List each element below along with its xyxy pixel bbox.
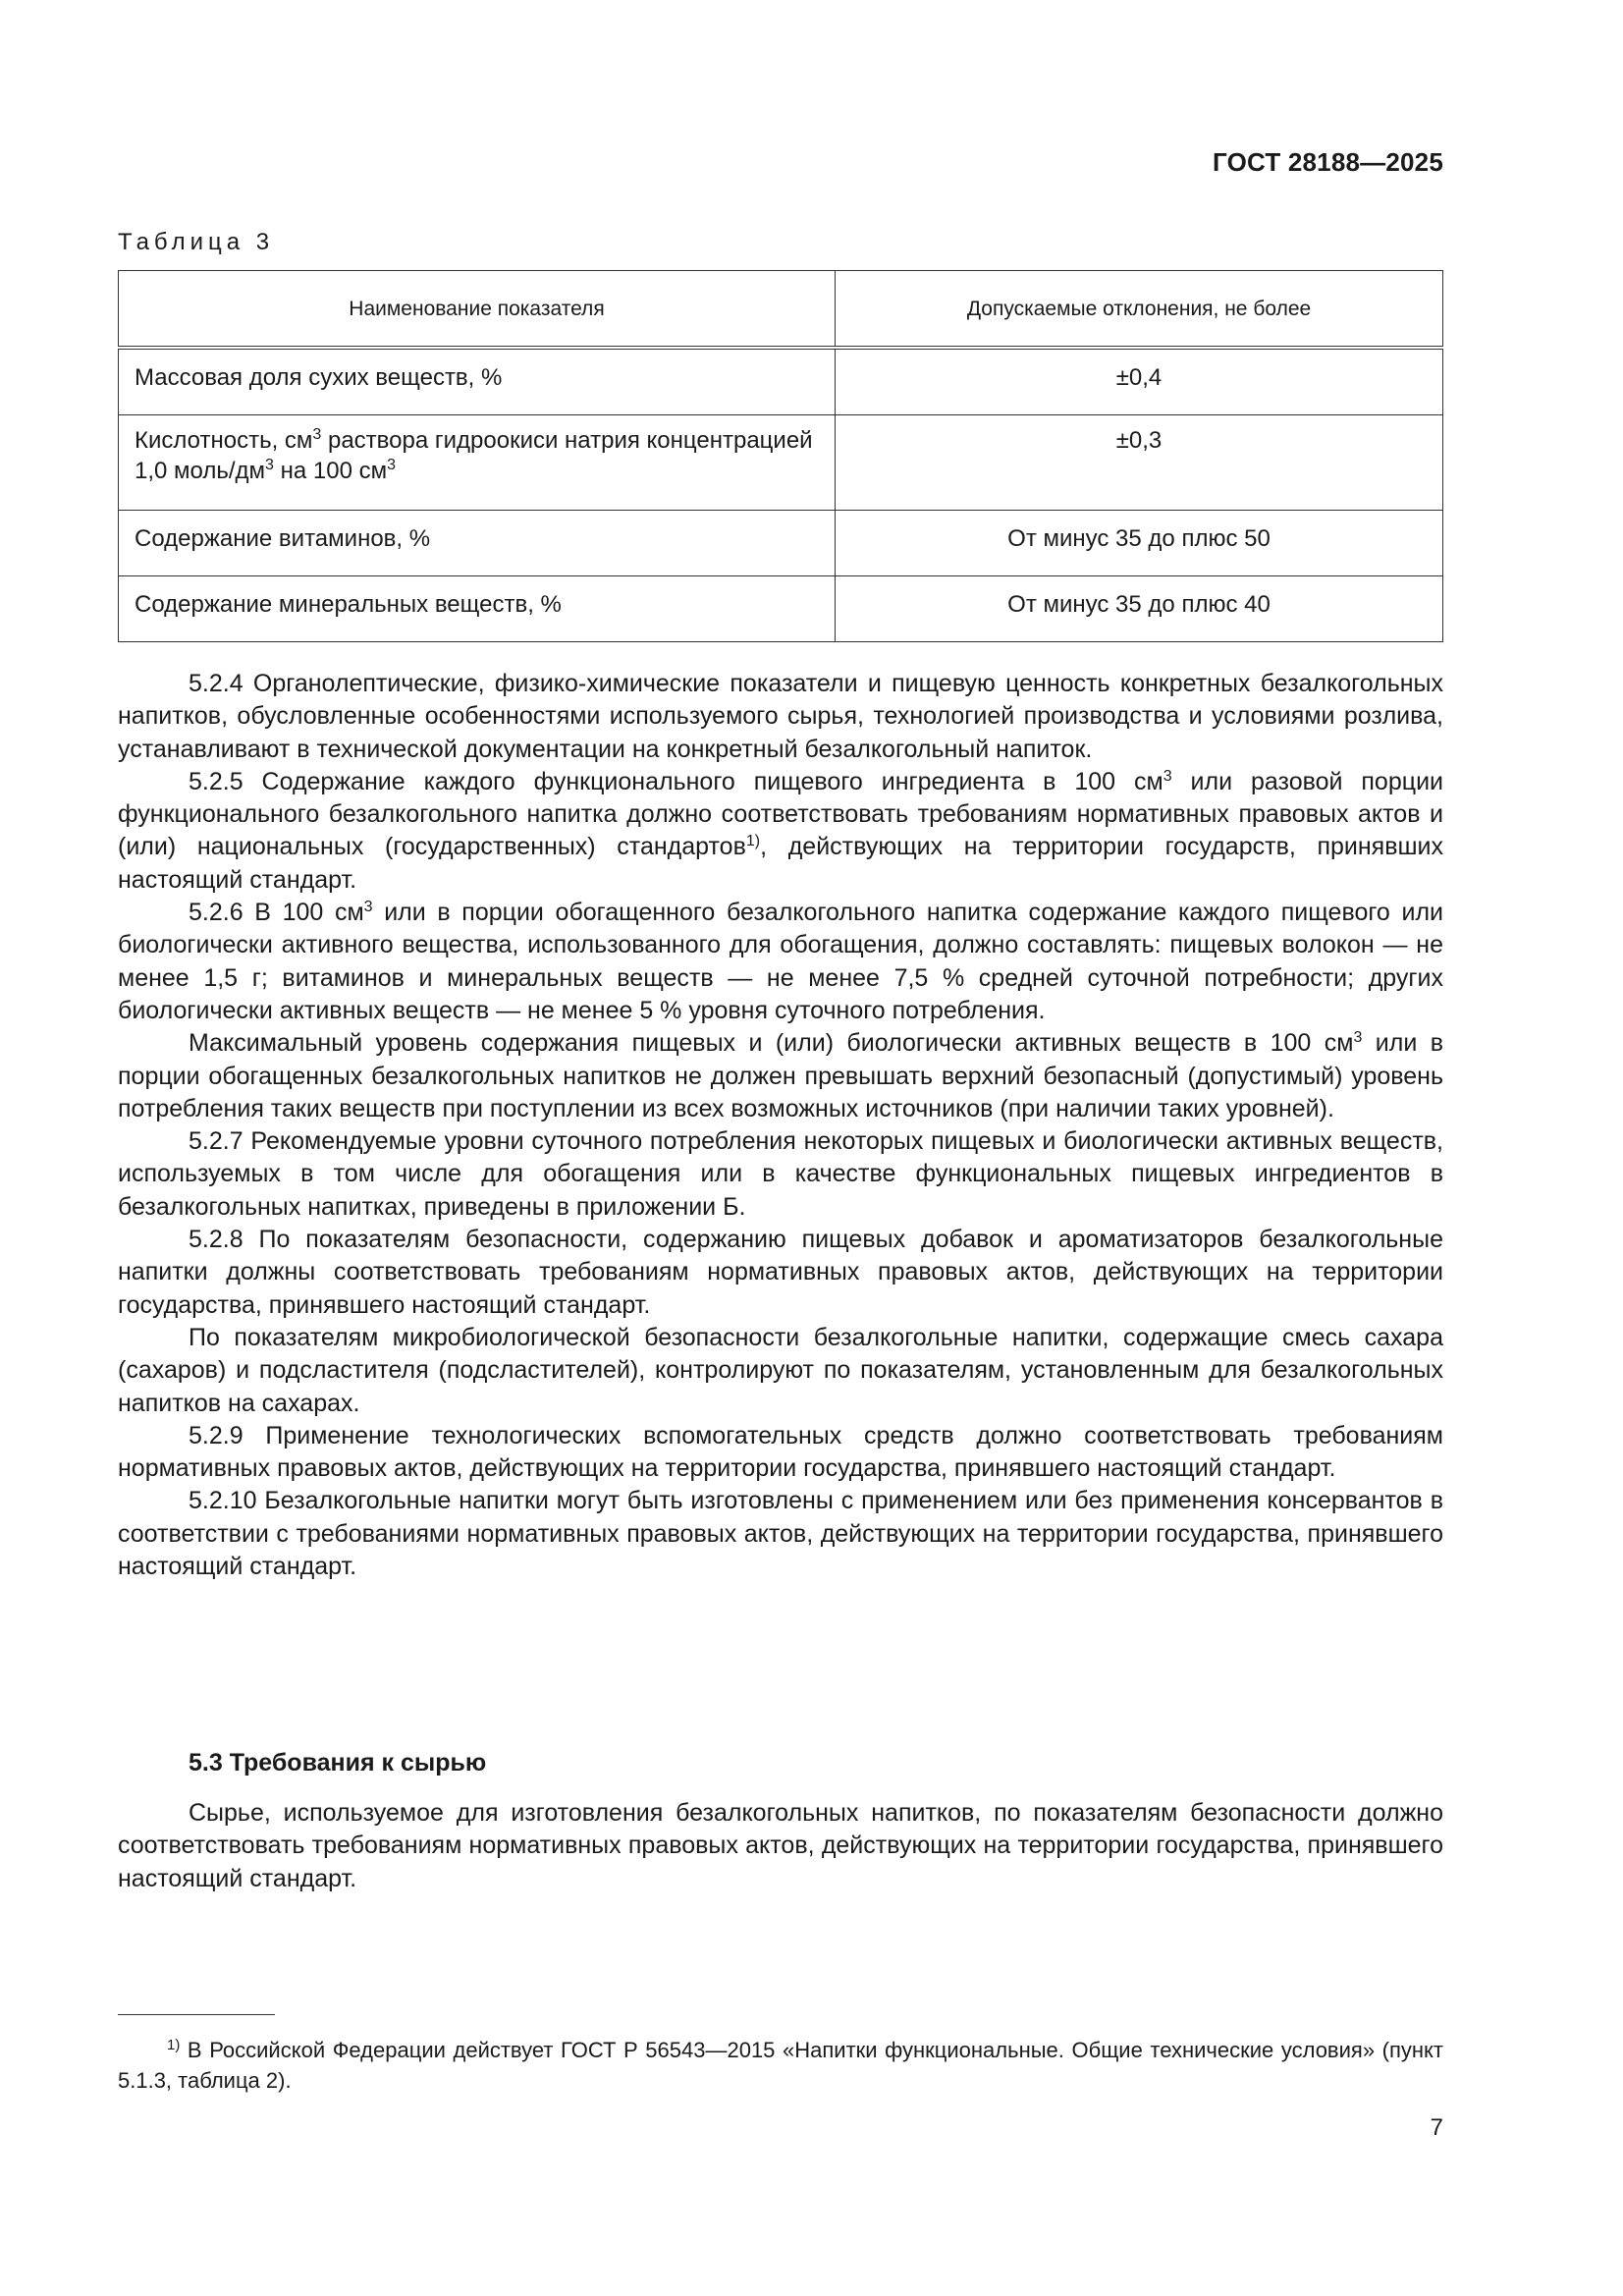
paragraph-5-2-5 [118, 766, 1443, 897]
footnote-text [118, 2035, 1443, 2096]
superscript: 3 [265, 457, 274, 473]
superscript: 3 [312, 426, 322, 443]
superscript: 3 [1163, 767, 1172, 785]
table-caption: Таблица 3 [118, 229, 275, 255]
page-number: 7 [1430, 2114, 1443, 2141]
footnote [118, 2035, 1443, 2096]
text-fragment: или разовой порции функционального безалкогольного напитка должно соответствовать требованиям нормативных правовых актов и (или) национальных (государственных) стандартов [118, 767, 1443, 861]
text-fragment: или в порции обогащенного безалкогольного напитка содержание каждого пищевого или биологически активного вещества, использованного для обогащения, должно составлять: пищевых волокон — не менее 1,5 г; витаминов и минеральных веществ — не менее 7,5 % средней суточной потребности; других биологически активных веществ — не менее 5 % уровня суточного потребления. [118, 899, 1443, 1024]
indicator-name: Содержание витаминов, % [119, 511, 836, 576]
text-fragment: , действующих на территории государств, принявших настоящий стандарт. [118, 833, 1444, 894]
indicator-name: Содержание минеральных веществ, % [119, 576, 836, 642]
paragraph-5-3: Сырье, используемое для изготовления безалкогольных напитков, по показателям безопасности должно соответствовать требованиям нормативных правовых актов, действующих на территории государства, принявшего настоящий стандарт. [118, 1799, 1443, 1892]
paragraph-5-2-10: 5.2.10 Безалкогольные напитки могут быть изготовлены с применением или без применения консервантов в соответствии с требованиями нормативных правовых актов, действующих на территории государства, принявшего настоящий стандарт. [118, 1487, 1443, 1581]
column-header-deviation: Допускаемые отклонения, не более [836, 271, 1443, 349]
superscript: 3 [1353, 1029, 1363, 1047]
text-fragment: или в порции обогащенных безалкогольных напитков не должен превышать верхний безопасный (допустимый) уровень потребления таких веществ при поступлении из всех возможных источников (при наличии таких уровней). [118, 1029, 1443, 1122]
text-fragment: 5.2.6 В 100 см [189, 899, 364, 927]
paragraph-5-2-4: 5.2.4 Органолептические, физико-химические показатели и пищевую ценность конкретных безалкогольных напитков, обусловленные особенностями используемого сырья, технологией производства и условиями розлива, устанавливают в технической документации на конкретный безалкогольный напиток. [118, 670, 1443, 763]
text-fragment: Максимальный уровень содержания пищевых и (или) биологически активных веществ в 100 см [189, 1029, 1354, 1058]
document-code: ГОСТ 28188—2025 [1213, 147, 1443, 177]
paragraph-5-2-6-continued [118, 1027, 1443, 1125]
paragraph-5-2-8-continued: По показателям микробиологической безопасности безалкогольные напитки, содержащие смесь сахара (сахаров) и подсластителя (подсластителей), контролируют по показателям, установленным для безалкогольных напитков на сахарах. [118, 1323, 1443, 1417]
table-row [119, 348, 1443, 415]
paragraph-5-2-8: 5.2.8 По показателям безопасности, содержанию пищевых добавок и ароматизаторов безалкогольные напитки должны соответствовать требованиям нормативных правовых актов, действующих на территории государства, принявшего настоящий стандарт. [118, 1226, 1443, 1319]
deviation-value: ±0,3 [836, 415, 1443, 511]
text-fragment: на 100 см [273, 458, 388, 484]
paragraph-5-2-9: 5.2.9 Применение технологических вспомогательных средств должно соответствовать требованиям нормативных правовых актов, действующих на территории государства, принявшего настоящий стандарт. [118, 1421, 1443, 1483]
footnote-mark: 1) [167, 2037, 181, 2053]
section-heading: 5.3 Требования к сырью [189, 1749, 487, 1777]
deviation-value: ±0,4 [836, 348, 1443, 415]
body-text [118, 668, 1443, 1583]
footnote-reference: 1) [745, 833, 761, 850]
superscript: 3 [363, 899, 373, 916]
footnote-divider [118, 2014, 275, 2015]
indicator-name: Массовая доля сухих веществ, % [119, 348, 836, 415]
section-text [118, 1797, 1443, 1895]
table-row [119, 576, 1443, 642]
table-row [119, 511, 1443, 576]
text-fragment: Кислотность, см [135, 427, 313, 454]
paragraph-5-2-7: 5.2.7 Рекомендуемые уровни суточного потребления некоторых пищевых и биологически активных веществ, используемых в том числе для обогащения или в качестве функциональных пищевых ингредиентов в безалкогольных напитках, приведены в приложении Б. [118, 1127, 1443, 1221]
indicator-name [119, 415, 836, 511]
table-row [119, 415, 1443, 511]
deviation-value: От минус 35 до плюс 50 [836, 511, 1443, 576]
text-fragment: 5.2.5 Содержание каждого функционального пищевого ингредиента в 100 см [189, 767, 1163, 795]
deviation-value: От минус 35 до плюс 40 [836, 576, 1443, 642]
paragraph-5-2-6 [118, 897, 1443, 1027]
table-header-row [119, 271, 1443, 349]
text-fragment: В Российской Федерации действует ГОСТ Р 56543—2015 «Напитки функциональные. Общие технические условия» (пункт 5.1.3, таблица 2). [118, 2038, 1443, 2093]
superscript: 3 [387, 457, 396, 473]
column-header-name: Наименование показателя [119, 271, 836, 349]
requirements-table [118, 270, 1443, 642]
text-fragment: раствора гидроокиси натрия концентрацией 1,0 моль/дм [135, 427, 813, 484]
